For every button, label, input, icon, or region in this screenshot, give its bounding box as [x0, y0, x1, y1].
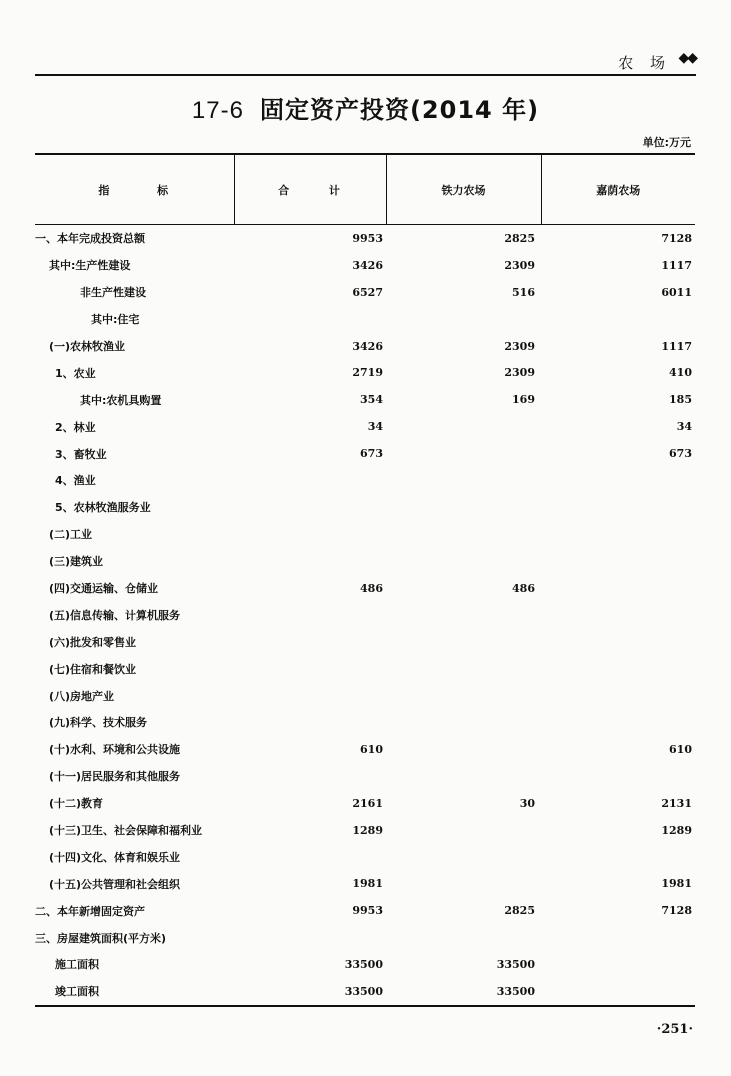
- row-value-jiayin: [541, 467, 695, 494]
- row-indicator-name: (十五)公共管理和社会组织: [49, 877, 181, 891]
- row-value-tieli: [386, 843, 541, 870]
- row-value-total: 610: [360, 742, 383, 756]
- row-value-total: [234, 467, 386, 494]
- column-header-jiayin-farm: 嘉荫农场: [541, 154, 695, 225]
- investment-table: [35, 153, 695, 1007]
- row-value-tieli: [386, 628, 541, 655]
- row-value-tieli: 2825: [504, 231, 535, 245]
- row-value-total: [234, 763, 386, 790]
- row-value-total: [234, 494, 386, 521]
- table-row: [35, 628, 695, 655]
- table-row: [35, 790, 695, 817]
- table-row: [35, 386, 695, 413]
- row-value-jiayin: [541, 843, 695, 870]
- row-value-jiayin: 1117: [661, 258, 692, 272]
- table-row: [35, 521, 695, 548]
- table-row: [35, 440, 695, 467]
- row-value-tieli: 169: [512, 393, 535, 407]
- table-row: [35, 817, 695, 844]
- table-row: [35, 252, 695, 279]
- column-header-total: 合 计: [234, 154, 386, 225]
- row-indicator-name: 其中:农机具购置: [80, 393, 162, 407]
- row-value-total: 33500: [234, 978, 386, 1006]
- row-value-total: [234, 306, 386, 333]
- table-row: [35, 870, 695, 897]
- row-value-tieli: 2825: [504, 904, 535, 918]
- row-indicator-name: (二)工业: [49, 528, 93, 542]
- header-rule: [35, 74, 696, 76]
- row-value-jiayin: [541, 575, 695, 602]
- table-row: [35, 413, 695, 440]
- page-number: ·251·: [656, 1022, 693, 1037]
- row-indicator-name: 3、畜牧业: [55, 447, 107, 461]
- row-indicator-name: 一、本年完成投资总额: [35, 232, 145, 246]
- table-row: [35, 279, 695, 306]
- table-body: [35, 225, 695, 1006]
- row-value-jiayin: 610: [669, 742, 692, 756]
- row-value-jiayin: [541, 951, 695, 978]
- table-row: [35, 843, 695, 870]
- row-indicator-name: 二、本年新增固定资产: [35, 904, 145, 918]
- row-value-jiayin: [541, 763, 695, 790]
- row-value-jiayin: [541, 306, 695, 333]
- row-value-tieli: [386, 467, 541, 494]
- row-value-jiayin: 6011: [661, 285, 692, 299]
- table-row: [35, 494, 695, 521]
- row-value-jiayin: 2131: [661, 796, 692, 810]
- row-value-tieli: [386, 763, 541, 790]
- row-value-tieli: [386, 817, 541, 844]
- table-row: [35, 306, 695, 333]
- table-title-text: 固定资产投资(2014 年): [259, 96, 540, 124]
- row-indicator-name: 5、农林牧渔服务业: [55, 501, 151, 515]
- row-indicator-name: (四)交通运输、仓储业: [49, 582, 159, 596]
- row-value-total: [234, 548, 386, 575]
- table-number: 17-6: [191, 97, 244, 124]
- table-row: [35, 897, 695, 924]
- row-value-tieli: 30: [519, 796, 535, 810]
- row-value-tieli: [386, 682, 541, 709]
- table-row: [35, 359, 695, 386]
- row-value-tieli: [386, 601, 541, 628]
- row-value-jiayin: [541, 978, 695, 1006]
- row-value-total: 9953: [352, 904, 383, 918]
- row-value-tieli: [386, 870, 541, 897]
- row-indicator-name: 4、渔业: [55, 474, 96, 488]
- row-indicator-name: 施工面积: [55, 958, 99, 972]
- row-value-total: 354: [360, 393, 383, 407]
- row-value-tieli: 516: [512, 285, 535, 299]
- row-value-total: [234, 924, 386, 951]
- row-value-jiayin: [541, 924, 695, 951]
- row-value-total: 3426: [352, 339, 383, 353]
- row-value-jiayin: 410: [669, 366, 692, 380]
- table-row: [35, 951, 695, 978]
- row-value-total: 2161: [352, 796, 383, 810]
- row-indicator-name: 三、房屋建筑面积(平方米): [35, 931, 167, 945]
- row-value-total: [234, 709, 386, 736]
- row-value-total: 486: [360, 581, 383, 595]
- row-value-total: [234, 521, 386, 548]
- row-value-tieli: 2309: [504, 258, 535, 272]
- table-row: [35, 709, 695, 736]
- row-value-tieli: [386, 521, 541, 548]
- row-value-jiayin: 1289: [661, 823, 692, 837]
- row-value-jiayin: [541, 682, 695, 709]
- unit-label: 单位:万元: [642, 136, 691, 149]
- table-row: [35, 682, 695, 709]
- row-value-jiayin: [541, 548, 695, 575]
- column-header-indicator: 指 标: [35, 154, 234, 225]
- row-value-tieli: [386, 736, 541, 763]
- row-value-total: [234, 682, 386, 709]
- row-value-jiayin: [541, 521, 695, 548]
- row-indicator-name: (一)农林牧渔业: [49, 340, 126, 353]
- row-value-total: 33500: [344, 957, 383, 971]
- row-indicator-name: (十三)卫生、社会保障和福利业: [49, 824, 203, 838]
- row-value-tieli: 33500: [386, 978, 541, 1006]
- row-value-tieli: 486: [512, 581, 535, 595]
- row-indicator-name: 2、林业: [55, 420, 96, 434]
- row-value-total: 1289: [352, 823, 383, 837]
- row-value-tieli: [386, 413, 541, 440]
- row-indicator-name: 非生产性建设: [80, 286, 146, 300]
- row-value-jiayin: 34: [676, 420, 692, 434]
- row-indicator-name: (六)批发和零售业: [49, 635, 137, 649]
- row-value-tieli: [386, 924, 541, 951]
- row-value-tieli: [386, 440, 541, 467]
- table-row: [35, 333, 695, 360]
- row-indicator-name: 1、农业: [55, 366, 96, 380]
- table-row: [35, 467, 695, 494]
- table-row: [35, 225, 695, 252]
- row-indicator-name: (九)科学、技术服务: [49, 716, 148, 730]
- page-title: [0, 90, 731, 125]
- column-header-tieli-farm: 铁力农场: [386, 154, 541, 225]
- row-value-tieli: 2309: [504, 366, 535, 380]
- row-value-total: 9953: [352, 231, 383, 245]
- row-indicator-name: (十二)教育: [49, 797, 104, 811]
- row-value-jiayin: 185: [669, 393, 692, 407]
- row-value-total: [234, 843, 386, 870]
- row-value-jiayin: [541, 628, 695, 655]
- row-indicator-name: (七)住宿和餐饮业: [49, 662, 137, 676]
- row-value-total: 673: [360, 447, 383, 461]
- table-row: [35, 548, 695, 575]
- table-row: [35, 924, 695, 951]
- row-value-jiayin: [541, 601, 695, 628]
- section-header-label: 农 场: [618, 54, 671, 72]
- row-indicator-name: (三)建筑业: [49, 555, 104, 569]
- row-value-total: [234, 628, 386, 655]
- row-indicator-name: (十一)居民服务和其他服务: [49, 770, 181, 784]
- row-value-tieli: [386, 494, 541, 521]
- row-value-jiayin: [541, 655, 695, 682]
- row-value-total: 34: [367, 420, 383, 434]
- row-indicator-name: (八)房地产业: [49, 689, 115, 703]
- table-header-row: [35, 154, 695, 225]
- row-indicator-name: (五)信息传输、计算机服务: [49, 608, 181, 622]
- section-diamond-icon: ◆◆: [678, 50, 696, 66]
- row-value-jiayin: 1981: [661, 877, 692, 891]
- row-value-jiayin: 7128: [661, 904, 692, 918]
- row-indicator-name: (十四)文化、体育和娱乐业: [49, 850, 181, 864]
- row-value-tieli: [386, 548, 541, 575]
- row-indicator-name: (十)水利、环境和公共设施: [49, 743, 181, 757]
- row-value-jiayin: 1117: [661, 339, 692, 353]
- row-indicator-name: 其中:生产性建设: [49, 259, 131, 273]
- row-value-jiayin: 673: [669, 447, 692, 461]
- row-indicator-name: 其中:住宅: [91, 313, 140, 327]
- table-row: [35, 763, 695, 790]
- row-value-jiayin: [541, 709, 695, 736]
- row-indicator-name: 竣工面积: [35, 978, 234, 1006]
- row-value-jiayin: 7128: [661, 231, 692, 245]
- table-row: [35, 736, 695, 763]
- row-value-total: [234, 601, 386, 628]
- row-value-tieli: 2309: [504, 339, 535, 353]
- row-value-total: 3426: [352, 258, 383, 272]
- table-row: [35, 601, 695, 628]
- row-value-total: 6527: [352, 285, 383, 299]
- row-value-total: 2719: [352, 366, 383, 380]
- table-row: [35, 978, 695, 1006]
- table-row: [35, 575, 695, 602]
- row-value-tieli: [386, 655, 541, 682]
- row-value-tieli: [386, 306, 541, 333]
- row-value-total: 1981: [352, 877, 383, 891]
- row-value-jiayin: [541, 494, 695, 521]
- row-value-total: [234, 655, 386, 682]
- row-value-tieli: [386, 709, 541, 736]
- table-row: [35, 655, 695, 682]
- row-value-tieli: 33500: [496, 957, 535, 971]
